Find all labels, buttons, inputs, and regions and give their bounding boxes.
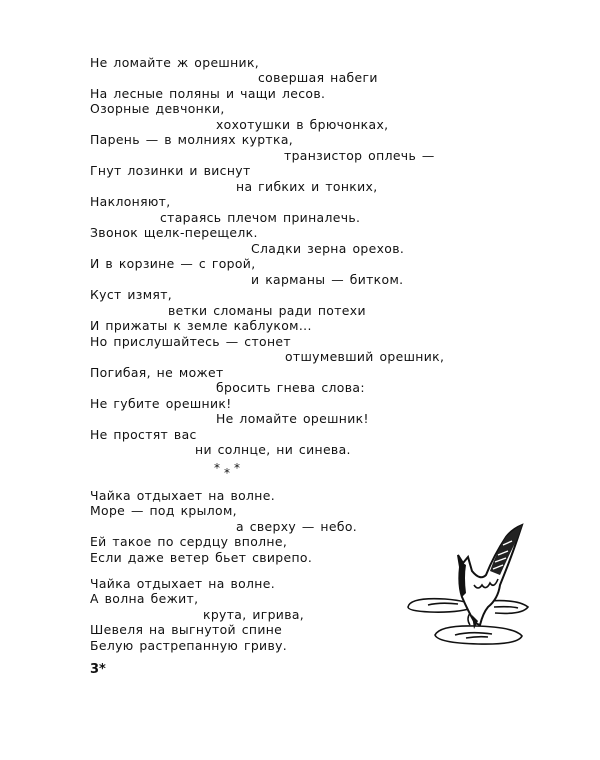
poem-line: Белую растрепанную гриву. bbox=[90, 638, 288, 653]
poem-line: Куст измят, bbox=[90, 287, 173, 302]
poem-line: Гнут лозинки и виснут bbox=[90, 163, 251, 178]
poem-line: И в корзине — с горой, bbox=[90, 256, 256, 271]
poem-line: стараясь плечом приналечь. bbox=[160, 210, 361, 225]
poem-line: Море — под крылом, bbox=[90, 503, 237, 518]
asterisk: * bbox=[224, 466, 230, 480]
poem-line: ветки сломаны ради потехи bbox=[168, 303, 366, 318]
poem-line: бросить гнева слова: bbox=[216, 380, 365, 395]
seagull-diving-into-water-icon bbox=[400, 515, 540, 655]
asterism-separator bbox=[214, 461, 254, 481]
poem-line: И прижаты к земле каблуком... bbox=[90, 318, 312, 333]
poem-line: А волна бежит, bbox=[90, 591, 199, 606]
poem-line: и карманы — битком. bbox=[251, 272, 404, 287]
poem-line: отшумевший орешник, bbox=[285, 349, 445, 364]
poem-line: Сладки зерна орехов. bbox=[251, 241, 405, 256]
poem-line: Не губите орешник! bbox=[90, 396, 232, 411]
poem-line: транзистор оплечь — bbox=[284, 148, 435, 163]
poem-line: Не ломайте орешник! bbox=[216, 411, 369, 426]
poem-line: Звонок щелк-перещелк. bbox=[90, 225, 258, 240]
poem-line: ни солнце, ни синева. bbox=[195, 442, 351, 457]
poem-line: Парень — в молниях куртка, bbox=[90, 132, 294, 147]
poem-line: Ей такое по сердцу вполне, bbox=[90, 534, 288, 549]
poem-line: хохотушки в брючонках, bbox=[216, 117, 389, 132]
poem-line: Озорные девчонки, bbox=[90, 101, 225, 116]
poem-line: совершая набеги bbox=[258, 70, 378, 85]
poem-line: Если даже ветер бьет свирепо. bbox=[90, 550, 313, 565]
poem-line: Не простят вас bbox=[90, 427, 197, 442]
poem-line: Но прислушайтесь — стонет bbox=[90, 334, 291, 349]
poem-line: крута, игрива, bbox=[203, 607, 305, 622]
asterisk: * bbox=[214, 461, 220, 475]
poem-line: на гибких и тонких, bbox=[236, 179, 378, 194]
page-signature-mark: 3* bbox=[90, 662, 106, 677]
poem-line: Чайка отдыхает на волне. bbox=[90, 576, 276, 591]
poem-line: а сверху — небо. bbox=[236, 519, 358, 534]
poem-line: Наклоняют, bbox=[90, 194, 171, 209]
poem-line: Шевеля на выгнутой спине bbox=[90, 622, 283, 637]
poem-line: На лесные поляны и чащи лесов. bbox=[90, 86, 326, 101]
poem-line: Чайка отдыхает на волне. bbox=[90, 488, 276, 503]
poem-line: Не ломайте ж орешник, bbox=[90, 55, 260, 70]
poem-line: Погибая, не может bbox=[90, 365, 224, 380]
asterisk: * bbox=[234, 461, 240, 475]
